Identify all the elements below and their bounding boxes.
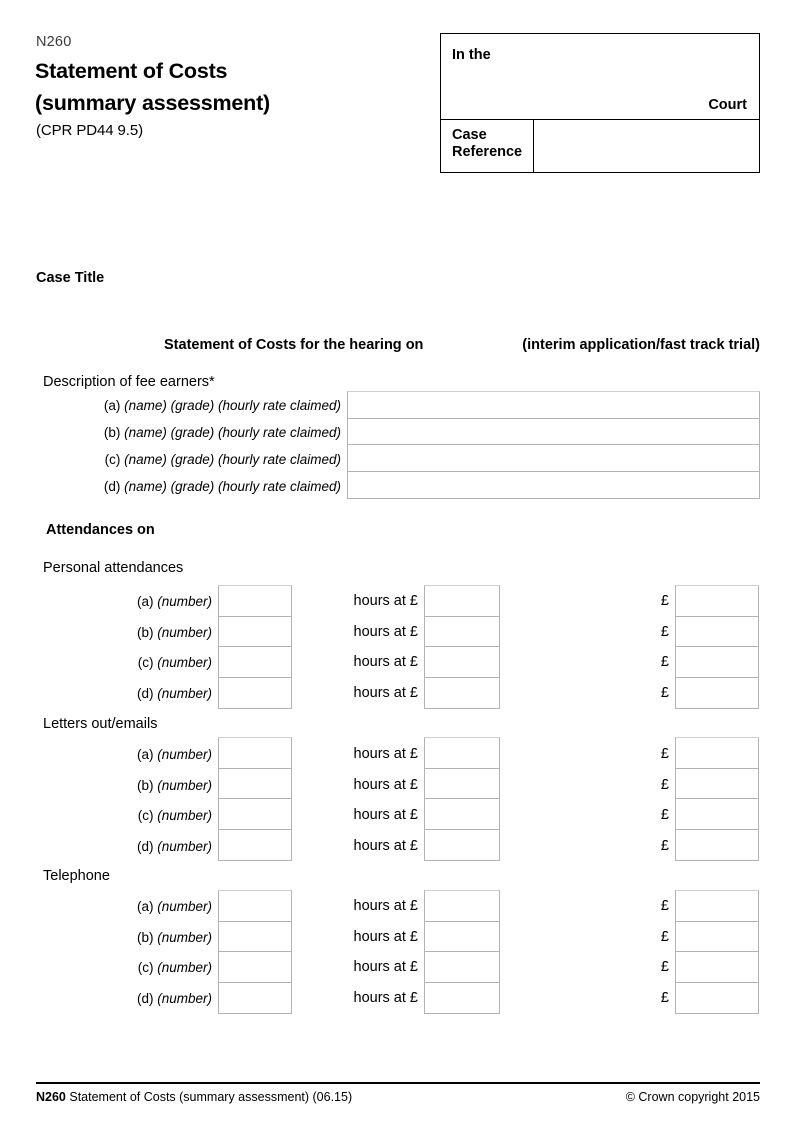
row-descriptor-personal-b: (number) <box>157 625 212 640</box>
rate-input-personal-b[interactable] <box>425 617 499 648</box>
row-label-letters-a <box>118 747 212 762</box>
total-column-telephone <box>675 890 759 1014</box>
fee-earners-table <box>347 391 760 499</box>
hours-label-letters-d: hours at £ <box>353 838 418 854</box>
total-input-letters-c[interactable] <box>676 799 758 830</box>
rate-input-telephone-c[interactable] <box>425 952 499 983</box>
section-heading-letters-out-emails: Letters out/emails <box>43 716 158 732</box>
hours-label-personal-b: hours at £ <box>353 624 418 640</box>
case-reference-label-line1: Case <box>452 127 487 143</box>
total-input-personal-c[interactable] <box>676 647 758 678</box>
hearing-on-label: Statement of Costs for the hearing on <box>164 337 424 353</box>
row-marker-telephone-c: (c) <box>137 960 154 975</box>
footer-description: Statement of Costs (summary assessment) (06.15) <box>69 1090 353 1104</box>
row-label-letters-d <box>118 839 212 854</box>
rate-input-telephone-b[interactable] <box>425 922 499 953</box>
footer-left <box>36 1090 352 1104</box>
row-marker-telephone-d: (d) <box>136 991 154 1006</box>
row-label-personal-d <box>118 686 212 701</box>
row-descriptor-telephone-d: (number) <box>157 991 212 1006</box>
row-descriptor-telephone-b: (number) <box>157 930 212 945</box>
row-label-personal-b <box>118 625 212 640</box>
row-descriptor-letters-a: (number) <box>157 747 212 762</box>
fee-earner-label-d <box>104 479 341 494</box>
total-input-letters-b[interactable] <box>676 769 758 800</box>
fee-earner-descriptor-d: (name) (grade) (hourly rate claimed) <box>124 479 341 494</box>
fee-earner-descriptor-a: (name) (grade) (hourly rate claimed) <box>124 398 341 413</box>
total-input-personal-b[interactable] <box>676 617 758 648</box>
number-input-letters-c[interactable] <box>219 799 291 830</box>
page-title-line1: Statement of Costs <box>35 59 228 83</box>
fee-earner-label-c <box>105 452 341 467</box>
row-marker-telephone-a: (a) <box>136 899 154 914</box>
pound-label-telephone-c: £ <box>660 959 669 975</box>
row-descriptor-personal-c: (number) <box>157 655 212 670</box>
row-marker-letters-a: (a) <box>136 747 154 762</box>
hearing-line <box>36 337 760 355</box>
fee-earner-marker-c: (c) <box>104 452 121 467</box>
total-input-telephone-a[interactable] <box>676 891 758 922</box>
number-input-telephone-a[interactable] <box>219 891 291 922</box>
pound-label-telephone-d: £ <box>660 990 669 1006</box>
row-label-telephone-d <box>118 991 212 1006</box>
number-input-letters-a[interactable] <box>219 738 291 769</box>
case-reference-field[interactable] <box>534 120 759 172</box>
section-heading-telephone: Telephone <box>43 868 110 884</box>
pound-label-letters-c: £ <box>660 807 669 823</box>
row-label-letters-c <box>118 808 212 823</box>
hours-label-telephone-b: hours at £ <box>353 929 418 945</box>
rate-input-telephone-a[interactable] <box>425 891 499 922</box>
rate-input-telephone-d[interactable] <box>425 983 499 1014</box>
rate-input-letters-d[interactable] <box>425 830 499 861</box>
case-reference-label <box>441 120 534 172</box>
row-marker-personal-c: (c) <box>137 655 154 670</box>
number-input-telephone-d[interactable] <box>219 983 291 1014</box>
number-column-telephone <box>218 890 292 1014</box>
court-label: Court <box>708 97 747 113</box>
rate-input-letters-b[interactable] <box>425 769 499 800</box>
hours-label-letters-c: hours at £ <box>353 807 418 823</box>
case-title-label: Case Title <box>36 270 105 286</box>
total-column-letters <box>675 737 759 861</box>
row-marker-personal-d: (d) <box>136 686 154 701</box>
fee-earners-heading: Description of fee earners* <box>43 374 215 390</box>
pound-label-personal-b: £ <box>660 624 669 640</box>
row-descriptor-telephone-a: (number) <box>157 899 212 914</box>
pound-label-letters-a: £ <box>660 746 669 762</box>
total-input-personal-a[interactable] <box>676 586 758 617</box>
rate-column-telephone <box>424 890 500 1014</box>
number-input-personal-c[interactable] <box>219 647 291 678</box>
row-descriptor-letters-d: (number) <box>157 839 212 854</box>
fee-earner-label-b <box>104 425 341 440</box>
footer-divider <box>36 1082 760 1084</box>
number-input-telephone-c[interactable] <box>219 952 291 983</box>
fee-earner-input-d[interactable] <box>348 472 759 499</box>
hours-label-letters-b: hours at £ <box>353 777 418 793</box>
pound-label-personal-a: £ <box>660 593 669 609</box>
row-marker-telephone-b: (b) <box>136 930 154 945</box>
row-marker-letters-b: (b) <box>136 778 154 793</box>
in-the-label: In the <box>452 47 491 63</box>
pound-label-letters-d: £ <box>660 838 669 854</box>
pound-label-personal-d: £ <box>660 685 669 701</box>
number-input-personal-b[interactable] <box>219 617 291 648</box>
pound-label-telephone-b: £ <box>660 929 669 945</box>
pound-label-telephone-a: £ <box>660 898 669 914</box>
row-label-personal-a <box>118 594 212 609</box>
total-input-letters-a[interactable] <box>676 738 758 769</box>
court-name-cell[interactable] <box>441 34 759 120</box>
fee-earner-input-b[interactable] <box>348 419 759 446</box>
fee-earner-input-a[interactable] <box>348 392 759 419</box>
fee-earner-marker-b: (b) <box>103 425 121 440</box>
form-code: N260 <box>36 34 72 50</box>
fee-earner-marker-d: (d) <box>103 479 121 494</box>
hours-label-letters-a: hours at £ <box>353 746 418 762</box>
number-column-personal <box>218 585 292 709</box>
page-title-line2: (summary assessment) <box>35 91 271 115</box>
row-marker-letters-c: (c) <box>137 808 154 823</box>
attendances-heading: Attendances on <box>46 522 155 538</box>
number-column-letters <box>218 737 292 861</box>
hours-label-telephone-c: hours at £ <box>353 959 418 975</box>
row-descriptor-letters-b: (number) <box>157 778 212 793</box>
hours-label-telephone-a: hours at £ <box>353 898 418 914</box>
row-label-letters-b <box>118 778 212 793</box>
row-marker-personal-b: (b) <box>136 625 154 640</box>
total-input-telephone-d[interactable] <box>676 983 758 1014</box>
page-subtitle: (CPR PD44 9.5) <box>36 122 143 139</box>
row-label-telephone-c <box>118 960 212 975</box>
pound-label-personal-c: £ <box>660 654 669 670</box>
fee-earner-descriptor-c: (name) (grade) (hourly rate claimed) <box>124 452 341 467</box>
total-input-telephone-c[interactable] <box>676 952 758 983</box>
rate-input-letters-c[interactable] <box>425 799 499 830</box>
total-input-telephone-b[interactable] <box>676 922 758 953</box>
row-label-personal-c <box>118 655 212 670</box>
number-input-telephone-b[interactable] <box>219 922 291 953</box>
fee-earner-descriptor-b: (name) (grade) (hourly rate claimed) <box>124 425 341 440</box>
hours-label-personal-c: hours at £ <box>353 654 418 670</box>
rate-input-personal-a[interactable] <box>425 586 499 617</box>
number-input-letters-d[interactable] <box>219 830 291 861</box>
rate-column-personal <box>424 585 500 709</box>
number-input-personal-a[interactable] <box>219 586 291 617</box>
rate-column-letters <box>424 737 500 861</box>
row-label-telephone-b <box>118 930 212 945</box>
row-descriptor-telephone-c: (number) <box>157 960 212 975</box>
hours-label-personal-a: hours at £ <box>353 593 418 609</box>
total-input-personal-d[interactable] <box>676 678 758 709</box>
pound-label-letters-b: £ <box>660 777 669 793</box>
case-reference-label-line2: Reference <box>452 144 523 160</box>
rate-input-letters-a[interactable] <box>425 738 499 769</box>
rate-input-personal-c[interactable] <box>425 647 499 678</box>
section-heading-personal-attendances: Personal attendances <box>43 560 184 576</box>
number-input-personal-d[interactable] <box>219 678 291 709</box>
fee-earner-input-c[interactable] <box>348 445 759 472</box>
case-reference-row <box>441 120 759 172</box>
fee-earner-label-a <box>104 398 341 413</box>
row-label-telephone-a <box>118 899 212 914</box>
fee-earner-marker-a: (a) <box>103 398 121 413</box>
hearing-kind-label: (interim application/fast track trial) <box>522 337 760 353</box>
number-input-letters-b[interactable] <box>219 769 291 800</box>
row-descriptor-personal-a: (number) <box>157 594 212 609</box>
rate-input-personal-d[interactable] <box>425 678 499 709</box>
court-box <box>440 33 760 173</box>
total-input-letters-d[interactable] <box>676 830 758 861</box>
row-descriptor-letters-c: (number) <box>157 808 212 823</box>
row-marker-personal-a: (a) <box>136 594 154 609</box>
row-marker-letters-d: (d) <box>136 839 154 854</box>
footer-copyright: © Crown copyright 2015 <box>625 1090 760 1104</box>
hours-label-personal-d: hours at £ <box>353 685 418 701</box>
hours-label-telephone-d: hours at £ <box>353 990 418 1006</box>
row-descriptor-personal-d: (number) <box>157 686 212 701</box>
footer-code: N260 <box>36 1090 66 1104</box>
page-title <box>35 55 270 119</box>
total-column-personal <box>675 585 759 709</box>
